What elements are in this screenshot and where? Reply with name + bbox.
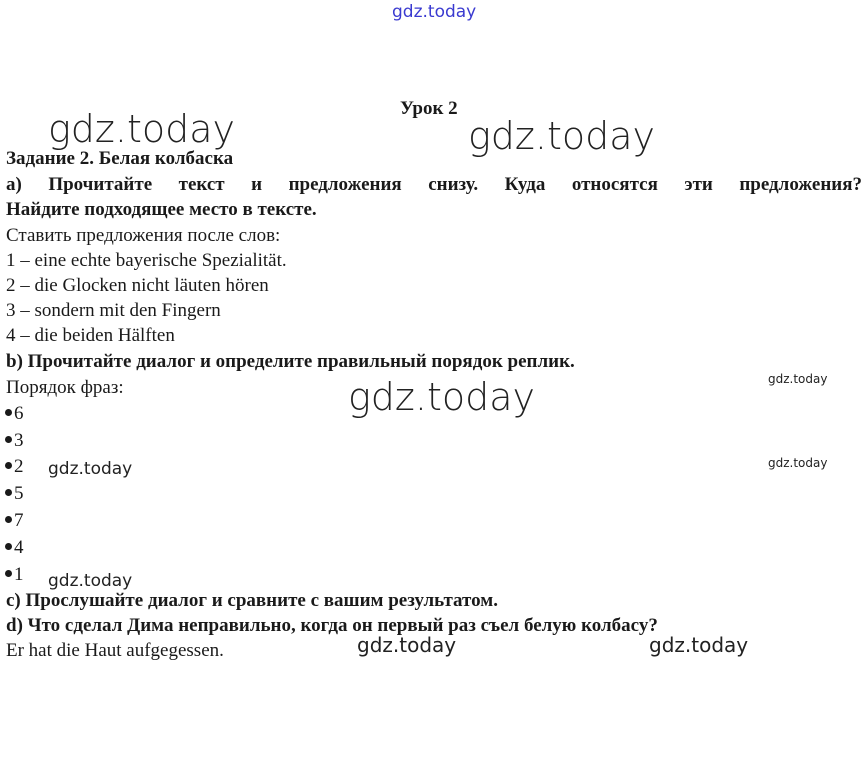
- watermark-top: gdz.today: [392, 2, 477, 22]
- order-item: [5, 457, 24, 476]
- part-c-heading: c) Прослушайте диалог и сравните с вашим результатом.: [6, 590, 498, 611]
- part-d-heading: d) Что сделал Дима неправильно, когда он первый раз съел белую колбасу?: [6, 615, 658, 636]
- order-item: [5, 565, 24, 584]
- watermark-medium: gdz.today: [357, 633, 457, 657]
- bullet-icon: [5, 543, 12, 550]
- watermark-small: gdz.today: [768, 372, 828, 386]
- order-value: 7: [14, 510, 24, 531]
- task-name: Белая колбаска: [98, 148, 234, 169]
- order-value: 2: [14, 456, 24, 477]
- part-a-item-1: 1 – eine echte bayerische Spezialität.: [6, 250, 287, 271]
- order-item: [5, 404, 24, 423]
- bullet-icon: [5, 489, 12, 496]
- watermark-large: gdz.today: [48, 107, 235, 151]
- task-label: Задание 2.: [6, 148, 94, 169]
- part-a-instruction-line2: Найдите подходящее место в тексте.: [6, 199, 317, 220]
- part-b-order-label: Порядок фраз:: [6, 377, 124, 398]
- watermark-medium: gdz.today: [649, 633, 749, 657]
- order-value: 1: [14, 564, 24, 585]
- part-b-heading: b) Прочитайте диалог и определите правильный порядок реплик.: [6, 351, 575, 372]
- part-d-answer: Er hat die Haut aufgegessen.: [6, 640, 224, 661]
- bullet-icon: [5, 570, 12, 577]
- watermark-medium: gdz.today: [48, 571, 133, 591]
- order-value: 4: [14, 537, 24, 558]
- watermark-large: gdz.today: [468, 114, 655, 158]
- order-value: 6: [14, 403, 24, 424]
- bullet-icon: [5, 462, 12, 469]
- order-value: 3: [14, 430, 24, 451]
- order-item: [5, 484, 24, 503]
- order-item: [5, 431, 24, 450]
- lesson-title: Урок 2: [400, 98, 458, 119]
- bullet-icon: [5, 409, 12, 416]
- part-a-instruction-line1: a) Прочитайте текст и предложения снизу. Куда относятся эти предложения?: [6, 174, 862, 195]
- bullet-icon: [5, 436, 12, 443]
- part-a-intro: Ставить предложения после слов:: [6, 225, 281, 246]
- order-item: [5, 538, 24, 557]
- watermark-large: gdz.today: [348, 375, 535, 419]
- part-a-item-2: 2 – die Glocken nicht läuten hören: [6, 275, 269, 296]
- watermark-medium: gdz.today: [48, 459, 133, 479]
- order-item: [5, 511, 24, 530]
- watermark-small: gdz.today: [768, 456, 828, 470]
- order-value: 5: [14, 483, 24, 504]
- bullet-icon: [5, 516, 12, 523]
- task-heading: [6, 149, 233, 168]
- part-a-item-3: 3 – sondern mit den Fingern: [6, 300, 221, 321]
- part-a-item-4: 4 – die beiden Hälften: [6, 325, 175, 346]
